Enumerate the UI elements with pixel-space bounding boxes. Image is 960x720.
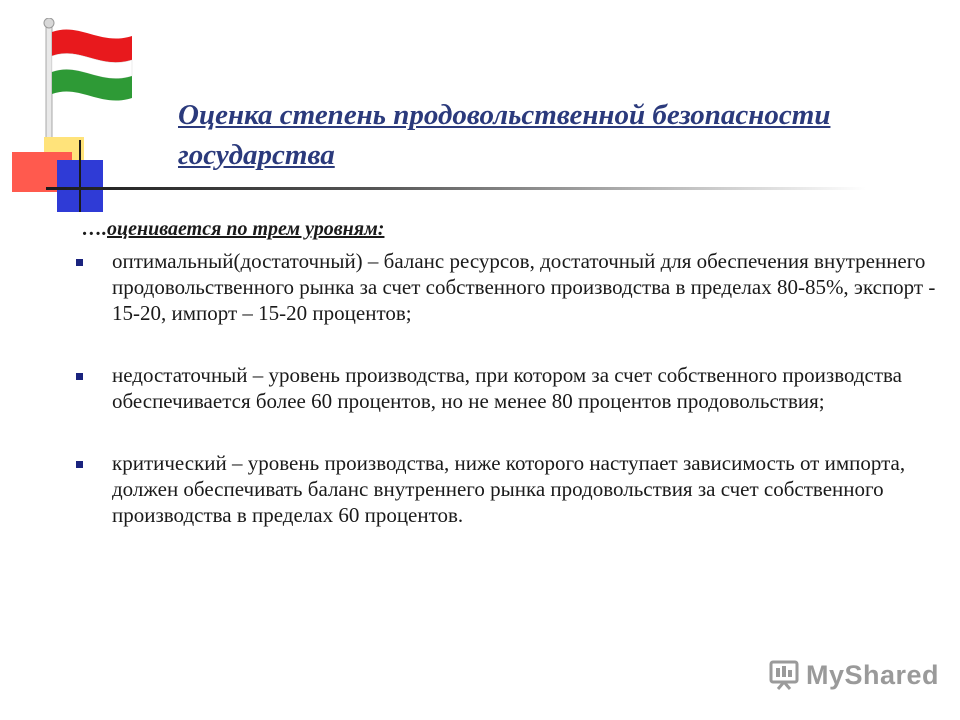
slide-subtitle [82,216,384,242]
levels-list [70,248,940,528]
bullet-icon [76,461,83,468]
list-item-critical [70,450,940,528]
bullet-icon [76,259,83,266]
presentation-icon [768,659,800,691]
list-item-text: оптимальный(достаточный) – баланс ресурсов, достаточный для обеспечения внутреннего продовольственного рынка за счет собственного производства в пределах 80-85%, экспорт - 15-20, импорт – 15-20 процентов; [112,249,936,325]
watermark-logo [768,655,939,695]
slide-title: Оценка степень продовольственной безопасности государства [178,99,831,171]
title-divider [46,187,866,190]
list-item-text: критический – уровень производства, ниже которого наступает зависимость от импорта, должен обеспечивать баланс внутреннего рынка продовольствия за счет собственного производства в пределах 60 процентов. [112,451,906,527]
bullet-icon [76,373,83,380]
subtitle-prefix: …. [82,218,107,240]
subtitle-text: оценивается по трем уровням: [107,218,385,240]
list-item-insufficient [70,362,940,414]
flag-icon [40,18,150,148]
decor-line [79,140,81,212]
list-item-text: недостаточный – уровень производства, при котором за счет собственного производства обеспечивается более 60 процентов, но не менее 80 процентов продовольствия; [112,363,903,413]
list-item-optimal [70,248,940,326]
watermark-text: MyShared [806,659,940,690]
